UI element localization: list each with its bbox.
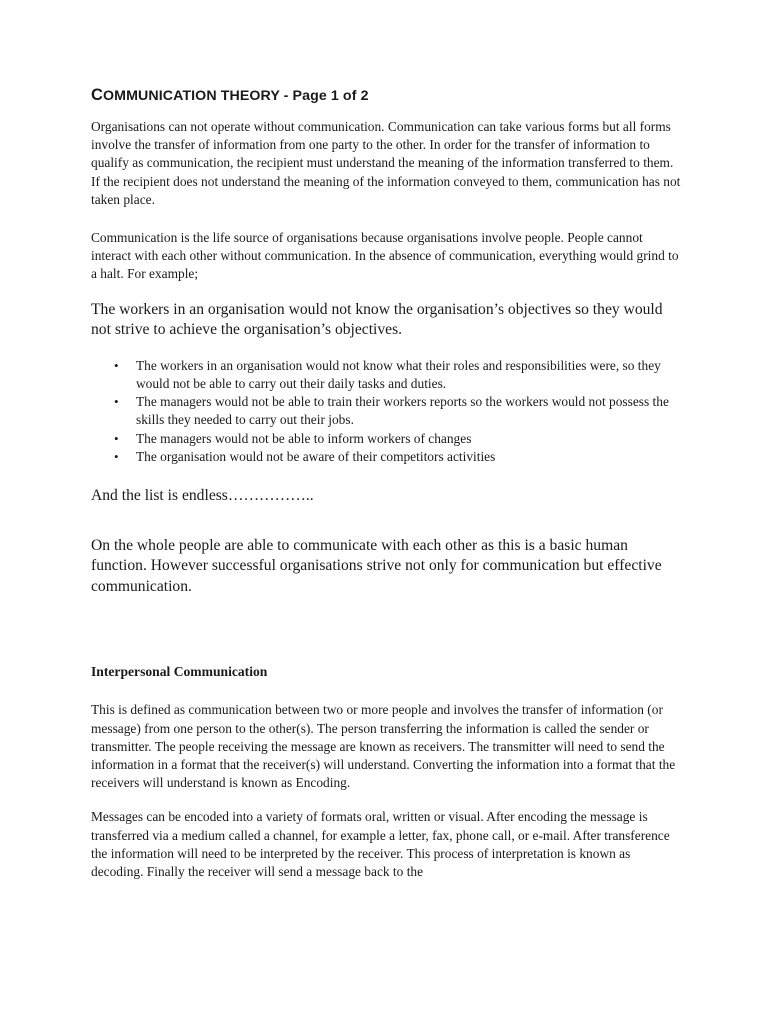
title-text: OMMUNICATION THEORY - Page 1 of 2 [103, 88, 369, 104]
bullet-icon: • [114, 448, 119, 464]
document-title [91, 86, 683, 105]
paragraph-whole-people: On the whole people are able to communicate with each other as this is a basic human function. However successful organisations strive not only for communication but effective communication. [91, 536, 662, 595]
paragraph-definition: This is defined as communication between two or more people and involves the transfer of information (or message) from one person to the other(s). The person transferring the information is called the sender or transmitter. The people receiving the message are known as receivers. The transmitter will need to send the information in a format that the receiver(s) will understand. Converting the information into a format that the receivers will understand is known as Encoding. [91, 702, 676, 791]
paragraph-encoding: Messages can be encoded into a variety of formats oral, written or visual. After encoding the message is transferred via a medium called a channel, for example a letter, fax, phone call, or e-mail. After transference the information will need to be interpreted by the receiver. This process of interpretation is known as decoding. Finally the receiver will send a message back to the [91, 809, 670, 880]
list-item-text: The managers would not be able to train their workers reports so the workers would not possess the skills they needed to carry out their jobs. [136, 394, 669, 428]
bullet-icon: • [114, 430, 119, 446]
list-item-text: The managers would not be able to inform workers of changes [136, 430, 472, 446]
title-initial: C [91, 86, 104, 104]
paragraph-life-source: Communication is the life source of organisations because organisations involve people. People cannot interact with each other without communication. In the absence of communication, everything would grind to a halt. For example; [91, 230, 679, 282]
paragraph-objectives: The workers in an organisation would not know the organisation’s objectives so they would not strive to achieve the organisation’s objectives. [91, 300, 663, 339]
bullet-icon: • [114, 394, 119, 410]
consequence-list [91, 357, 683, 466]
list-item [114, 448, 683, 466]
bullet-icon: • [114, 357, 119, 373]
list-item [114, 357, 683, 393]
paragraph-intro: Organisations can not operate without communication. Communication can take various forms but all forms involve the transfer of information from one party to the other. In order for the transfer of information to qualify as communication, the recipient must understand the meaning of the information transferred to them. If the recipient does not understand the meaning of the information conveyed to them, communication has not taken place. [91, 119, 681, 207]
list-item-text: The workers in an organisation would not know what their roles and responsibilities were, so they would not be able to carry out their daily tasks and duties. [136, 357, 661, 392]
list-item-text: The organisation would not be aware of their competitors activities [136, 448, 496, 464]
list-item [114, 430, 683, 448]
list-item [114, 393, 683, 429]
section-heading-interpersonal: Interpersonal Communication [91, 664, 268, 680]
document-page [91, 86, 683, 881]
paragraph-list-endless: And the list is endless…………….. [91, 487, 314, 505]
